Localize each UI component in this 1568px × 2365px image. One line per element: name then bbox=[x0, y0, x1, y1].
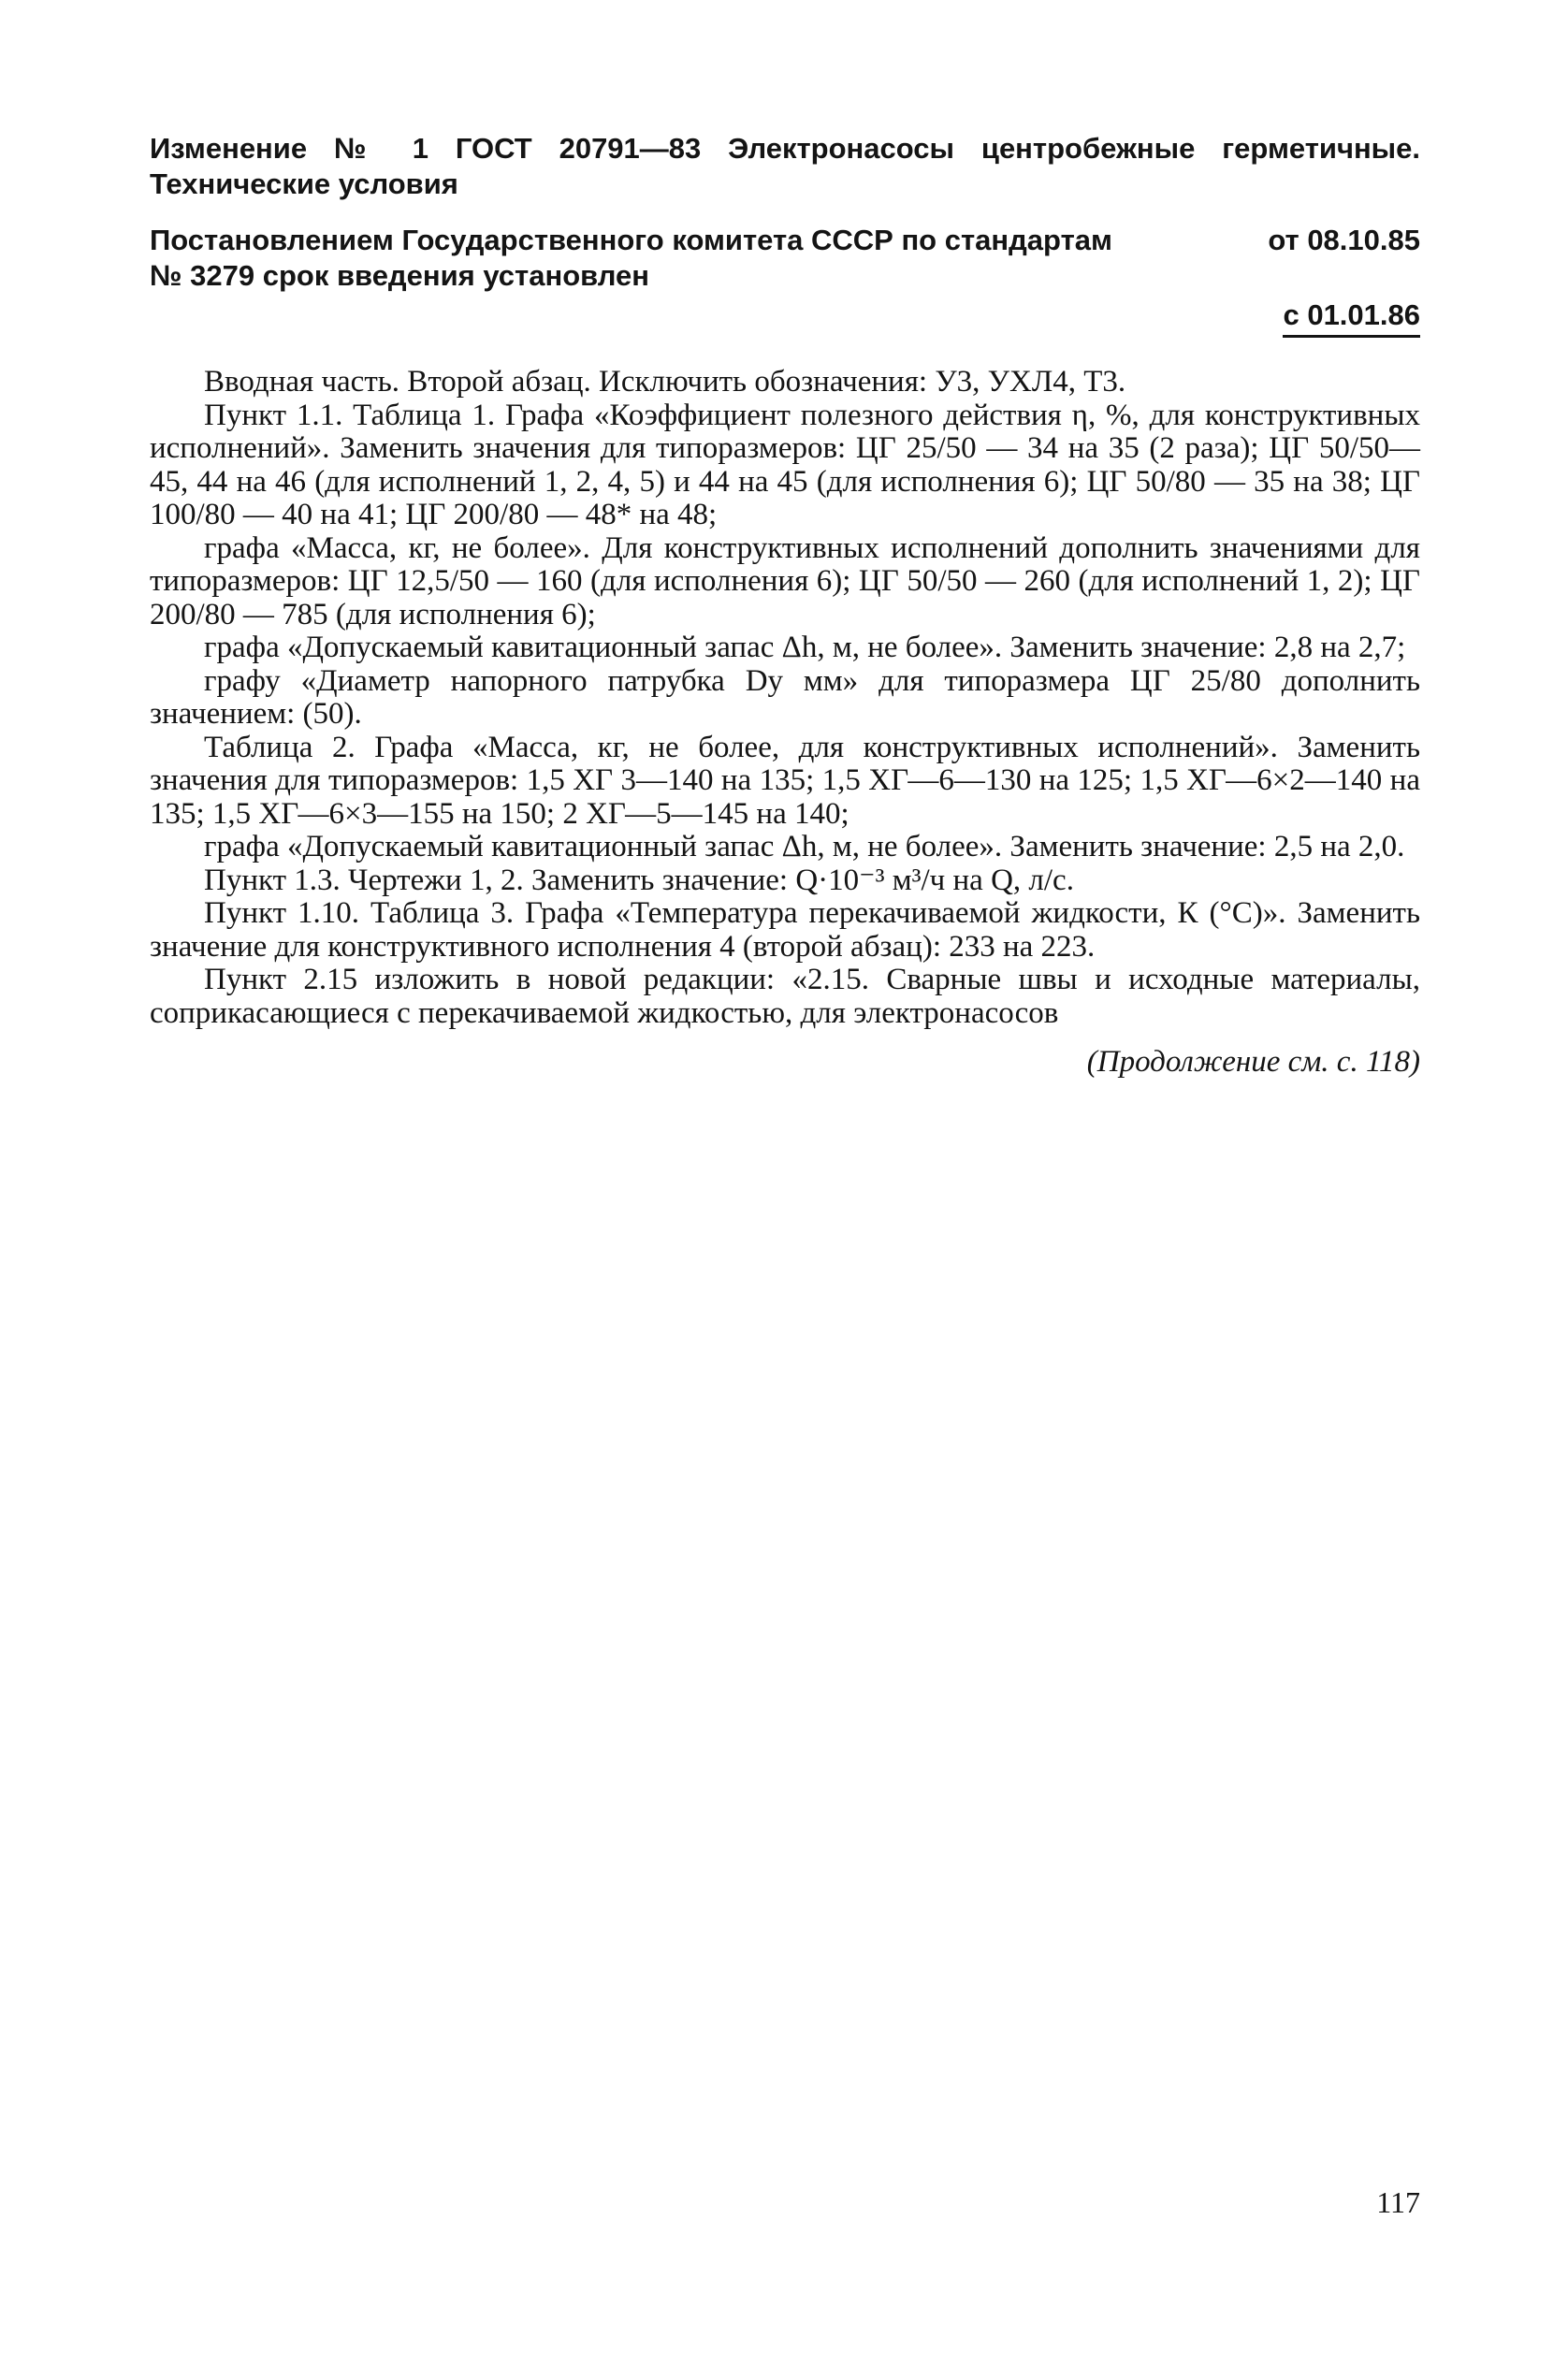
paragraph: Пункт 1.10. Таблица 3. Графа «Температура перекачиваемой жидкости, К (°С)». Заменить значение для конструктивного исполнения 4 (второй абзац): 233 на 223. bbox=[150, 896, 1420, 964]
paragraph: графа «Допускаемый кавитационный запас Δh, м, не более». Заменить значение: 2,8 на 2,7; bbox=[204, 631, 1406, 664]
paragraph: графу «Диаметр напорного патрубка Dу мм» для типоразмера ЦГ 25/80 дополнить значением: (50). bbox=[150, 663, 1420, 731]
paragraph: графа «Масса, кг, не более». Для конструктивных исполнений дополнить значениями для типоразмеров: ЦГ 12,5/50 — 160 (для исполнения 6); ЦГ 50/50 — 260 (для исполнений 1, 2); ЦГ 200/80 — 785 (для исполнения 6); bbox=[150, 530, 1420, 631]
decree-text: Постановлением Государственного комитета СССР по стандартам bbox=[150, 224, 1112, 256]
paragraph: графа «Допускаемый кавитационный запас Δh, м, не более». Заменить значение: 2,5 на 2,0. bbox=[204, 830, 1405, 863]
document-title: Изменение № 1 ГОСТ 20791—83 Электронасосы центробежные герметичные. Технические условия bbox=[150, 132, 1420, 200]
effective-date bbox=[150, 297, 1420, 338]
decree-date: от 08.10.85 bbox=[1268, 224, 1420, 256]
paragraph: Пункт 1.3. Чертежи 1, 2. Заменить значение: Q·10⁻³ м³/ч на Q, л/с. bbox=[204, 863, 1074, 897]
effective-date-value: с 01.01.86 bbox=[1283, 297, 1420, 338]
decree-line bbox=[150, 223, 1420, 258]
paragraph: Пункт 2.15 изложить в новой редакции: «2.15. Сварные швы и исходные материалы, соприкасающиеся с перекачиваемой жидкостью, для электронасосов bbox=[150, 963, 1420, 1030]
paragraph: Таблица 2. Графа «Масса, кг, не более, для конструктивных исполнений». Заменить значения для типоразмеров: 1,5 ХГ 3—140 на 135; 1,5 ХГ—6—130 на 125; 1,5 ХГ—6×2—140 на 135; 1,5 ХГ—6×3—155 на 150; 2 ХГ—5—145 на 140; bbox=[150, 730, 1420, 831]
decree-number: № 3279 срок введения установлен bbox=[150, 259, 650, 292]
paragraph: Вводная часть. Второй абзац. Исключить обозначения: У3, УХЛ4, Т3. bbox=[204, 365, 1126, 399]
continuation-note: (Продолжение см. с. 118) bbox=[1086, 1045, 1420, 1079]
amendment-body bbox=[150, 366, 1420, 1030]
document-page bbox=[150, 131, 1420, 1079]
paragraph: Пункт 1.1. Таблица 1. Графа «Коэффициент полезного действия η, %, для конструктивных исполнений». Заменить значения для типоразмеров: ЦГ 25/50 — 34 на 35 (2 раза); ЦГ 50/50—45, 44 на 46 (для исполнений 1, 2, 4, 5) и 44 на 45 (для исполнения 6); ЦГ 50/80 — 35 на 38; ЦГ 100/80 — 40 на 41; ЦГ 200/80 — 48* на 48; bbox=[150, 398, 1420, 531]
page-number: 117 bbox=[1376, 2185, 1420, 2219]
